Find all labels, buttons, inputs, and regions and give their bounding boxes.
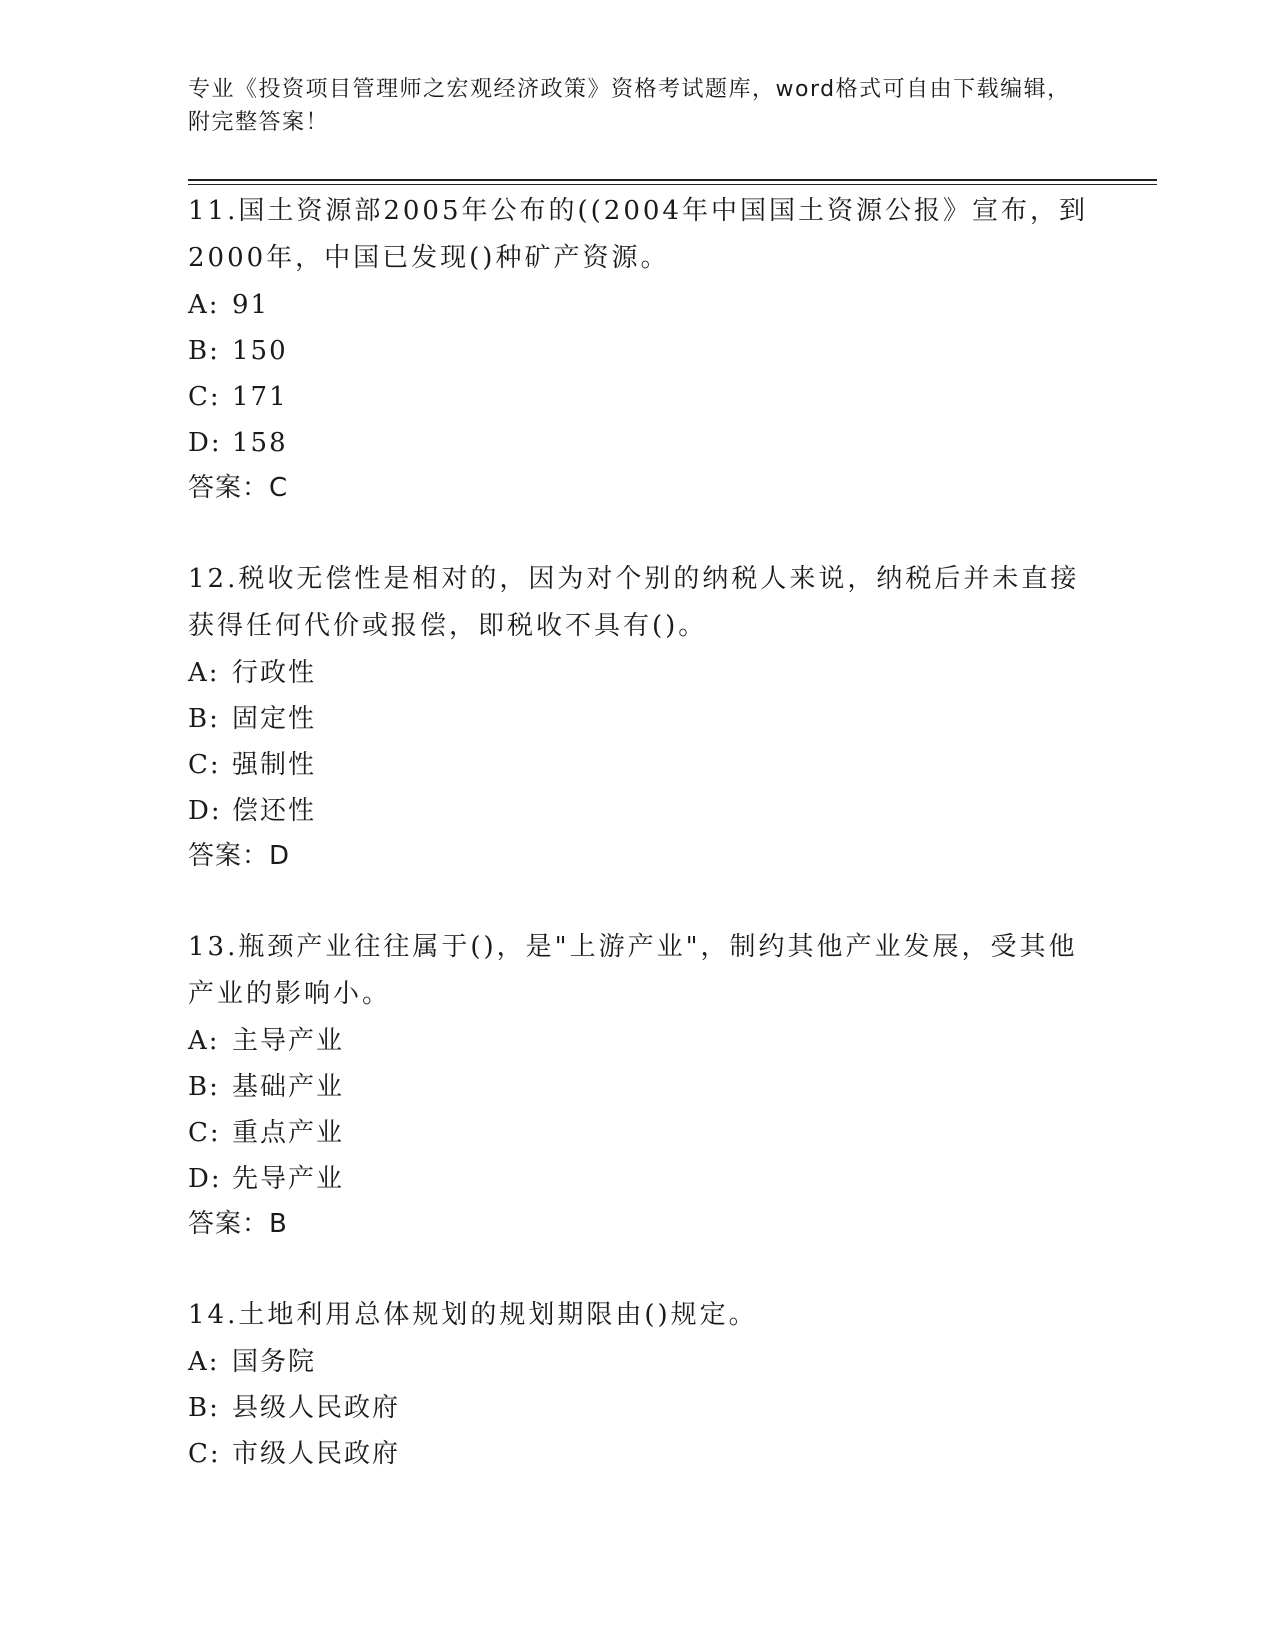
option-text: 重点产业 — [232, 1118, 345, 1148]
option-letter: C: — [188, 382, 221, 412]
option-d — [188, 420, 1088, 466]
option-letter: C: — [188, 1439, 221, 1469]
option-letter: A: — [188, 290, 220, 320]
option-text: 固定性 — [232, 704, 317, 734]
option-letter: D: — [188, 1164, 222, 1194]
option-text: 91 — [232, 290, 270, 320]
option-text: 偿还性 — [232, 796, 317, 826]
option-text: 行政性 — [232, 658, 317, 688]
answer-line: 答案：B — [188, 1209, 288, 1239]
option-a — [188, 650, 1088, 696]
header-rule-thick — [188, 179, 1157, 181]
header-rule-thin — [188, 184, 1157, 185]
question-text: 13.瓶颈产业往往属于()，是"上游产业"，制约其他产业发展，受其他产业的影响小。 — [188, 932, 1078, 1009]
option-text: 158 — [232, 428, 288, 458]
option-text: 强制性 — [232, 750, 317, 780]
document-header: 专业《投资项目管理师之宏观经济政策》资格考试题库，word格式可自由下载编辑，附完整答案！ — [188, 77, 1071, 135]
option-b — [188, 328, 1088, 374]
option-letter: B: — [188, 1072, 220, 1102]
option-letter: A: — [188, 1347, 220, 1377]
option-text: 171 — [232, 382, 288, 412]
option-b — [188, 1064, 1088, 1110]
option-d — [188, 1156, 1088, 1202]
option-letter: D: — [188, 428, 222, 458]
option-text: 150 — [232, 336, 288, 366]
question-spacer — [188, 878, 1088, 924]
question-spacer — [188, 1246, 1088, 1292]
option-c — [188, 374, 1088, 420]
question-13 — [188, 924, 1088, 1246]
option-text: 县级人民政府 — [232, 1393, 401, 1423]
option-letter: D: — [188, 796, 222, 826]
question-14 — [188, 1292, 1088, 1477]
question-text: 11.国土资源部2005年公布的((2004年中国国土资源公报》宣布，到2000年，中国已发现()种矿产资源。 — [188, 196, 1088, 273]
option-letter: C: — [188, 750, 221, 780]
question-list — [188, 188, 1088, 1477]
option-text: 基础产业 — [232, 1072, 345, 1102]
option-c — [188, 742, 1088, 788]
answer-line: 答案：C — [188, 473, 289, 503]
option-letter: B: — [188, 1393, 220, 1423]
question-text: 12.税收无偿性是相对的，因为对个别的纳税人来说，纳税后并未直接获得任何代价或报偿，即税收不具有()。 — [188, 564, 1080, 641]
option-d — [188, 788, 1088, 834]
option-text: 先导产业 — [232, 1164, 345, 1194]
option-b — [188, 696, 1088, 742]
option-letter: B: — [188, 704, 220, 734]
option-c — [188, 1431, 1088, 1477]
option-text: 市级人民政府 — [232, 1439, 401, 1469]
option-letter: A: — [188, 1026, 220, 1056]
option-text: 主导产业 — [232, 1026, 345, 1056]
option-b — [188, 1385, 1088, 1431]
question-text: 14.土地利用总体规划的规划期限由()规定。 — [188, 1300, 758, 1330]
option-c — [188, 1110, 1088, 1156]
option-letter: B: — [188, 336, 220, 366]
answer-line: 答案：D — [188, 841, 291, 871]
question-spacer — [188, 510, 1088, 556]
option-a — [188, 1018, 1088, 1064]
option-text: 国务院 — [232, 1347, 317, 1377]
option-a — [188, 1339, 1088, 1385]
option-a — [188, 282, 1088, 328]
option-letter: C: — [188, 1118, 221, 1148]
option-letter: A: — [188, 658, 220, 688]
question-12 — [188, 556, 1088, 878]
question-11 — [188, 188, 1088, 510]
